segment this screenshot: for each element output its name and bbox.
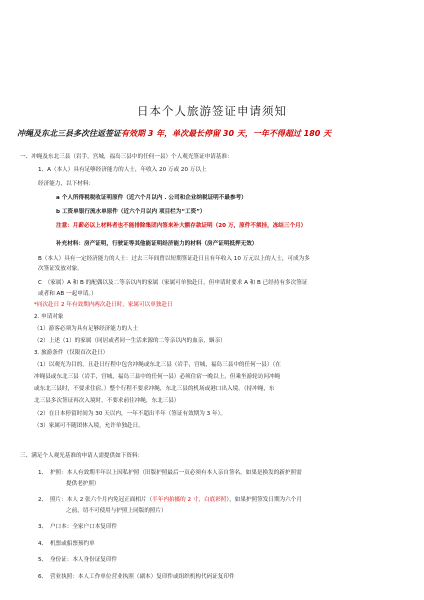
section3-item-hukou: 3、 户口本：全家户口本复印件: [38, 524, 118, 530]
document-title: 日本个人旅游签证申请须知: [137, 104, 287, 118]
section1-criterion-c: C （家属）A 和 B 的配偶以及二等亲以内的家属（家属可单独赴日，但申请时要求 A 和 B 已经持有多次签证: [38, 280, 308, 286]
section1-criterion-a: 1、A（本人）具有足够经济能力的人士，年收入 20 万或 20 万以上: [38, 167, 207, 173]
subtitle-region: 冲绳及东北三县多次往返签证: [17, 129, 121, 138]
section2-line-4: （1）以观光为目的，且赴日行程中包含冲绳或东北三县（岩手，宫城，福岛三县中的任何一县）（在: [34, 362, 281, 368]
photo-text-pre: 2、 照片：本人 2 张六个月内免冠正面相片（: [38, 497, 153, 503]
section3-item-idcard: 5、 身份证：本人身份证复印件: [38, 557, 118, 563]
photo-text-red: 半年内拍摄的 2 寸，白底彩照: [152, 497, 227, 503]
section3-heading: 三、满足个人观光基准的申请人需提供如下资料：: [20, 453, 144, 459]
section1-economic-materials: 经济能力，以下材料：: [38, 181, 94, 187]
section1-item-a: a 个人所得税税收证明原件（近六个月以内 . 公司和企业纳税证明不最参考）: [56, 195, 247, 201]
section1-heading: 一、冲绳及东北三县（岩手，宫城，福岛三县中的任何一县）个人观光签证申请基准：: [20, 154, 233, 160]
subtitle-validity: 有效期 3 年，单次最长停留 30 天，一年不得超过 180 天: [121, 129, 332, 138]
photo-text-post: ），如果护照签发日期为六个月: [226, 497, 302, 503]
section1-supplementary: 补充材料：房产证明，行驶证等其他能证明经济能力的材料（房产证明抵押无效）: [56, 241, 258, 247]
section2-line-2: （2）上述（1）的家属（同居或者同一生活来源的二等亲以内的血亲，姻亲）: [34, 338, 226, 344]
section2-travel-conditions: 3. 旅游条件（仅限首次赴日）: [34, 350, 109, 356]
section2-line-5: 冲绳县或东北三县（岩手，宫城，福岛三县中的任何一县）必须住宿一晚以上，但乘坐游轮访问冲绳: [34, 374, 281, 380]
section1-note: 注意：月薪必以上材料者也不能排除集团内签来补大额存款证明（20 万，原件不须挂，冻结三个月）: [56, 223, 307, 229]
document-subtitle: [17, 128, 417, 139]
section2-heading: 2. 申请对象: [34, 314, 64, 320]
section3-item-photo-cont: 之前，切不可使用与护照上同版的照片）: [66, 508, 167, 514]
section2-line-7: 北三县多次签证再次入境时，不要求前往冲绳，东北三县）: [34, 398, 180, 404]
section1-item-b: b 工资单银行流水单原件（近六个月以内 项目栏为“工资”）: [56, 209, 206, 215]
section1-red-note: *同次赴日 2 年有效期内两次赴日时，家属可以单独赴日: [34, 302, 173, 308]
section2-line-1: （1）游客必须为具有足够经济能力的人士: [34, 326, 139, 332]
section2-line-6: 或东北三县时，不要求住宿。）整个行程不要求冲绳，东北三县的机场或港口出入境。（持冲绳，东: [34, 386, 275, 392]
section1-criterion-c-cont: 或者和 AB 一起申请。）: [38, 291, 97, 297]
section1-criterion-b-cont: 次签证发放对象。: [38, 266, 83, 272]
section1-criterion-b: B（本人）具有一定经济能力的人士：过去三年间曾以短期签证赴日且有年收入 10 万元以上的人士，可成为多: [38, 256, 310, 262]
section3-item-passport-cont: 提供老护照）: [66, 481, 100, 487]
section3-item-license: 6、 营业执照：本人工作单位营业执照（副本）复印件或组织机构代码证复印件: [38, 574, 235, 580]
section3-item-photo: [38, 497, 302, 504]
section2-line-8: （2）在日本停留时间为 30 天以内，一年不超出半年（签证有效期为 3 年）。: [34, 411, 226, 417]
section2-line-9: （3）家属可不随团体入境，允许单独赴日。: [34, 423, 144, 429]
section3-item-passport: 1、 护照：本人有效期半年以上因私护照（旧版护照最后一页必须有本人亲自签名，如果是换发的新护照需: [38, 470, 302, 476]
section3-item-ticket: 4、 机票或船票预约单: [38, 541, 95, 547]
